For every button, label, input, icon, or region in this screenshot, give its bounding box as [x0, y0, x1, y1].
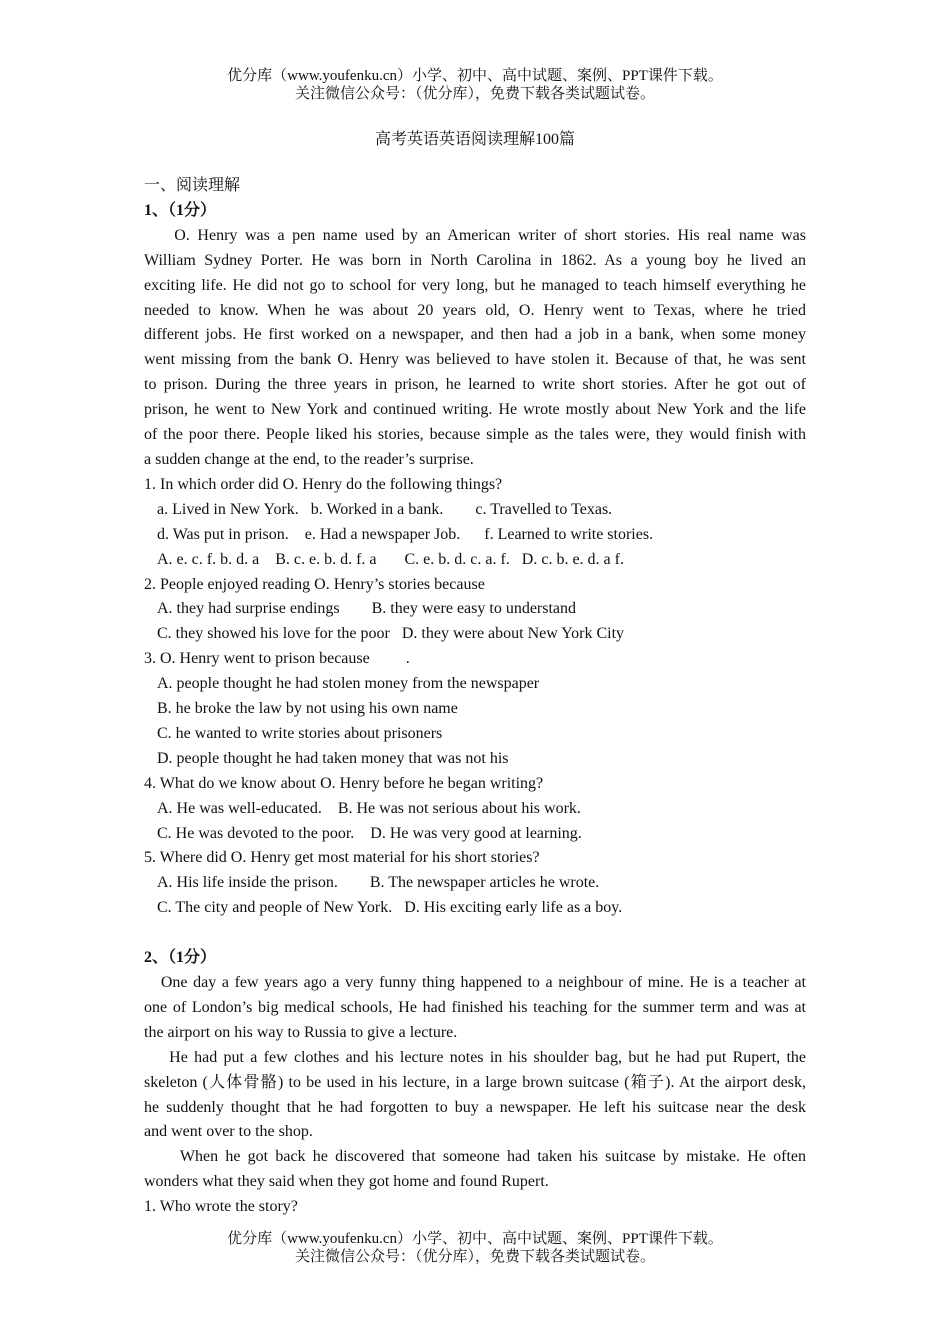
question-1-3 [144, 647, 806, 772]
passage-line: and went over to the shop. [144, 1123, 313, 1141]
answer-option: A. people thought he had stolen money from the newspaper [157, 675, 540, 693]
passage-line: William Sydney Porter. He was born in North Carolina in 1862. As a young boy he lived an [144, 251, 806, 269]
answer-option: B. he broke the law by not using his own name [157, 700, 458, 718]
passage-line: went missing from the bank O. Henry was believed to have stolen it. Because of that, he was sent [144, 351, 806, 369]
page-footer [0, 1230, 950, 1266]
answer-option: A. e. c. f. b. d. a B. c. e. b. d. f. a C. e. b. d. c. a. f. D. c. b. e. d. a f. [157, 550, 624, 568]
passage-line: the airport on his way to Russia to give a lecture. [144, 1023, 458, 1041]
passage-line: One day a few years ago a very funny thing happened to a neighbour of mine. He is a teacher at [144, 973, 806, 991]
question-2-label: 2、（1分） [144, 949, 217, 967]
answer-option: a. Lived in New York. b. Worked in a bank. c. Travelled to Texas. [157, 500, 613, 518]
passage-line: a sudden change at the end, to the reader’s surprise. [144, 450, 474, 468]
passage-line: to prison. During the three years in prison, he learned to write short stories. After he got out of [144, 376, 806, 394]
question-stem: 3. O. Henry went to prison because . [144, 650, 410, 668]
answer-option: C. The city and people of New York. D. His exciting early life as a boy. [157, 899, 623, 917]
spacer [144, 921, 806, 946]
question-1-2 [144, 573, 806, 648]
answer-option: C. he wanted to write stories about prisoners [157, 724, 443, 742]
answer-option: d. Was put in prison. e. Had a newspaper Job. f. Learned to write stories. [157, 525, 654, 543]
passage-line: exciting life. He did not go to school for very long, but he managed to teach himself everything he [144, 276, 806, 294]
question-stem: 1. In which order did O. Henry do the following things? [144, 475, 503, 493]
document-title: 高考英语英语阅读理解100篇 [374, 131, 575, 148]
passage-line: he suddenly thought that he had forgotten to buy a newspaper. He left his suitcase near the desk [144, 1098, 806, 1116]
answer-option: A. He was well-educated. B. He was not serious about his work. [157, 799, 581, 817]
answer-option: C. they showed his love for the poor D. they were about New York City [157, 625, 625, 643]
passage-line: of the poor there. People liked his stories, because simple as the tales were, they would finish with [144, 426, 806, 444]
passage-line: wonders what they said when they got home and found Rupert. [144, 1173, 549, 1191]
section-heading: 一、阅读理解 [144, 177, 241, 194]
question-1-5 [144, 846, 806, 921]
page-header-top [0, 67, 950, 103]
passage-line: prison, he went to New York and continued writing. He wrote mostly about New York and the life [144, 401, 806, 419]
answer-option: C. He was devoted to the poor. D. He was very good at learning. [157, 824, 582, 842]
passage-line: When he got back he discovered that someone had taken his suitcase by mistake. He often [144, 1148, 806, 1166]
question-stem: 5. Where did O. Henry get most material for his short stories? [144, 849, 540, 867]
question-stem: 4. What do we know about O. Henry before he began writing? [144, 774, 544, 792]
footer-line-1: 优分库（www.youfenku.cn）小学、初中、高中试题、案例、PPT课件下载。 [227, 1231, 723, 1247]
footer-line-2: 关注微信公众号：（优分库），免费下载各类试题试卷。 [294, 1249, 655, 1265]
passage-1 [144, 224, 806, 473]
passage-line: one of London’s big medical schools, He had finished his teaching for the summer term and was at [144, 998, 806, 1016]
document-body [144, 174, 806, 1220]
question-1-4 [144, 772, 806, 847]
question-1-label: 1、（1分） [144, 201, 217, 219]
passage-line: He had put a few clothes and his lecture notes in his shoulder bag, but he had put Rupert, the [144, 1048, 806, 1066]
passage-2 [144, 971, 806, 1195]
passage-line: needed to know. When he was about 20 years old, O. Henry went to Texas, where he tried [144, 301, 806, 319]
passage-line: skeleton (人体骨骼) to be used in his lecture, in a large brown suitcase (箱子). At the airport desk, [144, 1073, 806, 1091]
answer-option: A. they had surprise endings B. they were easy to understand [157, 600, 577, 618]
passage-line: different jobs. He first worked on a newspaper, and then had a job in a bank, when some money [144, 326, 806, 344]
question-1-1 [144, 473, 806, 573]
answer-option: D. people thought he had taken money that was not his [157, 749, 509, 767]
question-stem: 2. People enjoyed reading O. Henry’s stories because [144, 575, 485, 593]
passage-line: O. Henry was a pen name used by an American writer of short stories. His real name was [144, 226, 806, 244]
header-line-2: 关注微信公众号：（优分库），免费下载各类试题试卷。 [294, 86, 655, 102]
answer-option: A. His life inside the prison. B. The newspaper articles he wrote. [157, 874, 600, 892]
question-stem: 1. Who wrote the story? [144, 1198, 298, 1216]
header-line-1: 优分库（www.youfenku.cn）小学、初中、高中试题、案例、PPT课件下载。 [227, 68, 723, 84]
